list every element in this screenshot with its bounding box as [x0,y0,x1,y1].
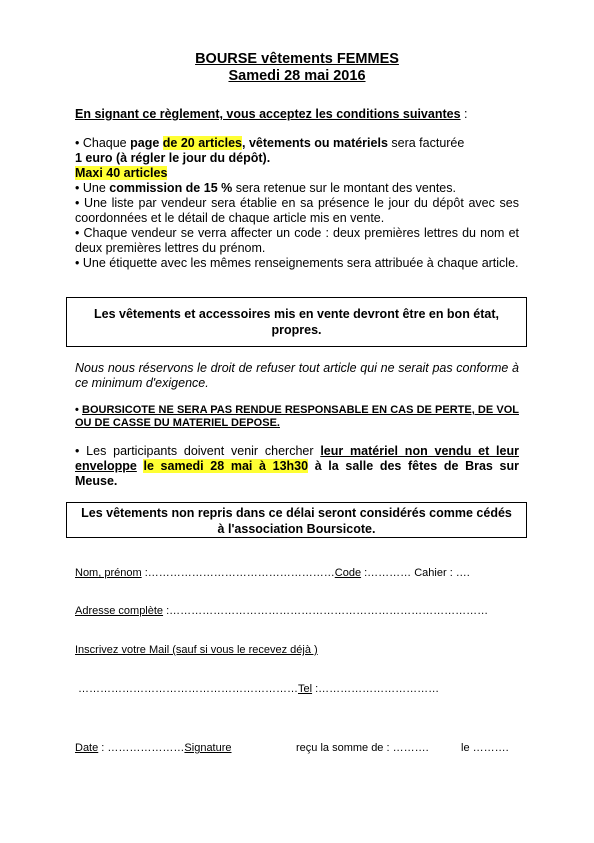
address-field[interactable]: :…………………………………………………………………………… [163,605,489,617]
pickup-info [75,444,519,489]
rule-1-highlight: de 20 articles [162,136,242,150]
code-label: Code [334,567,362,579]
date-row [75,742,232,754]
rules-intro-text: En signant ce règlement, vous acceptez les conditions suivantes [75,107,461,121]
date-label: Date [75,742,99,754]
pickup-intro: • Les participants doivent venir chercher [75,444,321,458]
rule-2-rest: sera retenue sur le montant des ventes. [232,181,456,195]
pickup-date: le samedi 28 mai à 13h30 [143,459,309,473]
date-field[interactable]: : ………………… [98,742,185,754]
mail-label: Inscrivez votre Mail (sauf si vous le recevez déjà ) [75,644,318,656]
rule-2 [75,181,519,196]
rules-list [75,136,519,271]
tel-field[interactable]: :…………………………… [312,683,440,695]
rule-1-bold: , vêtements ou matériels [242,136,388,150]
mail-row [78,683,439,695]
rule-2-bold: commission de 15 % [109,181,233,195]
condition-box: Les vêtements et accessoires mis en vente devront être en bon état, propres. [66,297,527,347]
refusal-note: Nous nous réservons le droit de refuser tout article qui ne serait pas conforme à ce minimum d'exigence. [75,361,519,390]
pickup-material: leur matériel non vendu et leur enveloppe [75,444,519,473]
rule-1-rest: sera facturée [387,136,465,150]
rules-intro-colon: : [460,107,468,121]
rules-intro [75,107,519,122]
rule-1 [75,136,519,151]
rule-1-maxi-wrap [75,166,519,181]
title-line-2: Samedi 28 mai 2016 [228,68,366,84]
title-line-1: BOURSE vêtements FEMMES [195,51,399,67]
name-label: Nom, prénom [75,567,142,579]
address-label: Adresse complète [75,605,164,617]
responsibility-warning [75,404,519,430]
warning-text: BOURSICOTE NE SERA PAS RENDUE RESPONSABLE EN CAS DE PERTE, DE VOL OU DE CASSE DU MATERIEL DEPOSE. [75,404,519,429]
rule-1-bullet: • Chaque [75,136,131,150]
rule-2-bullet: • Une [75,181,110,195]
rule-1-price: 1 euro (à régler le jour du dépôt). [75,151,271,165]
code-field[interactable]: :………… Cahier : …. [361,567,470,579]
rule-4: • Chaque vendeur se verra affecter un code : deux premières lettres du nom et deux premières lettres du prénom. [75,226,519,255]
tel-label: Tel [298,683,313,695]
rule-1-page: page [130,136,160,150]
pickup-location: à la salle des fêtes de Bras sur Meuse. [75,459,519,488]
name-row [75,567,470,579]
unclaimed-box: Les vêtements non repris dans ce délai seront considérés comme cédés à l'association Boursicote. [66,502,527,538]
warning-bullet: • [75,404,83,416]
name-field[interactable]: :…………………………………………… [141,567,335,579]
received-date[interactable]: le ………. [461,742,509,754]
rule-3: • Une liste par vendeur sera établie en sa présence le jour du dépôt avec ses coordonnées et le détail de chaque article mis en vente. [75,196,519,225]
rule-1-maxi: Maxi 40 articles [75,166,168,180]
amount-received[interactable]: reçu la somme de : ………. [296,742,429,754]
mail-field[interactable]: …………………………………………………… [78,683,298,695]
signature-label: Signature [184,742,232,754]
address-row [75,605,488,617]
rule-5: • Une étiquette avec les mêmes renseignements sera attribuée à chaque article. [75,256,519,270]
